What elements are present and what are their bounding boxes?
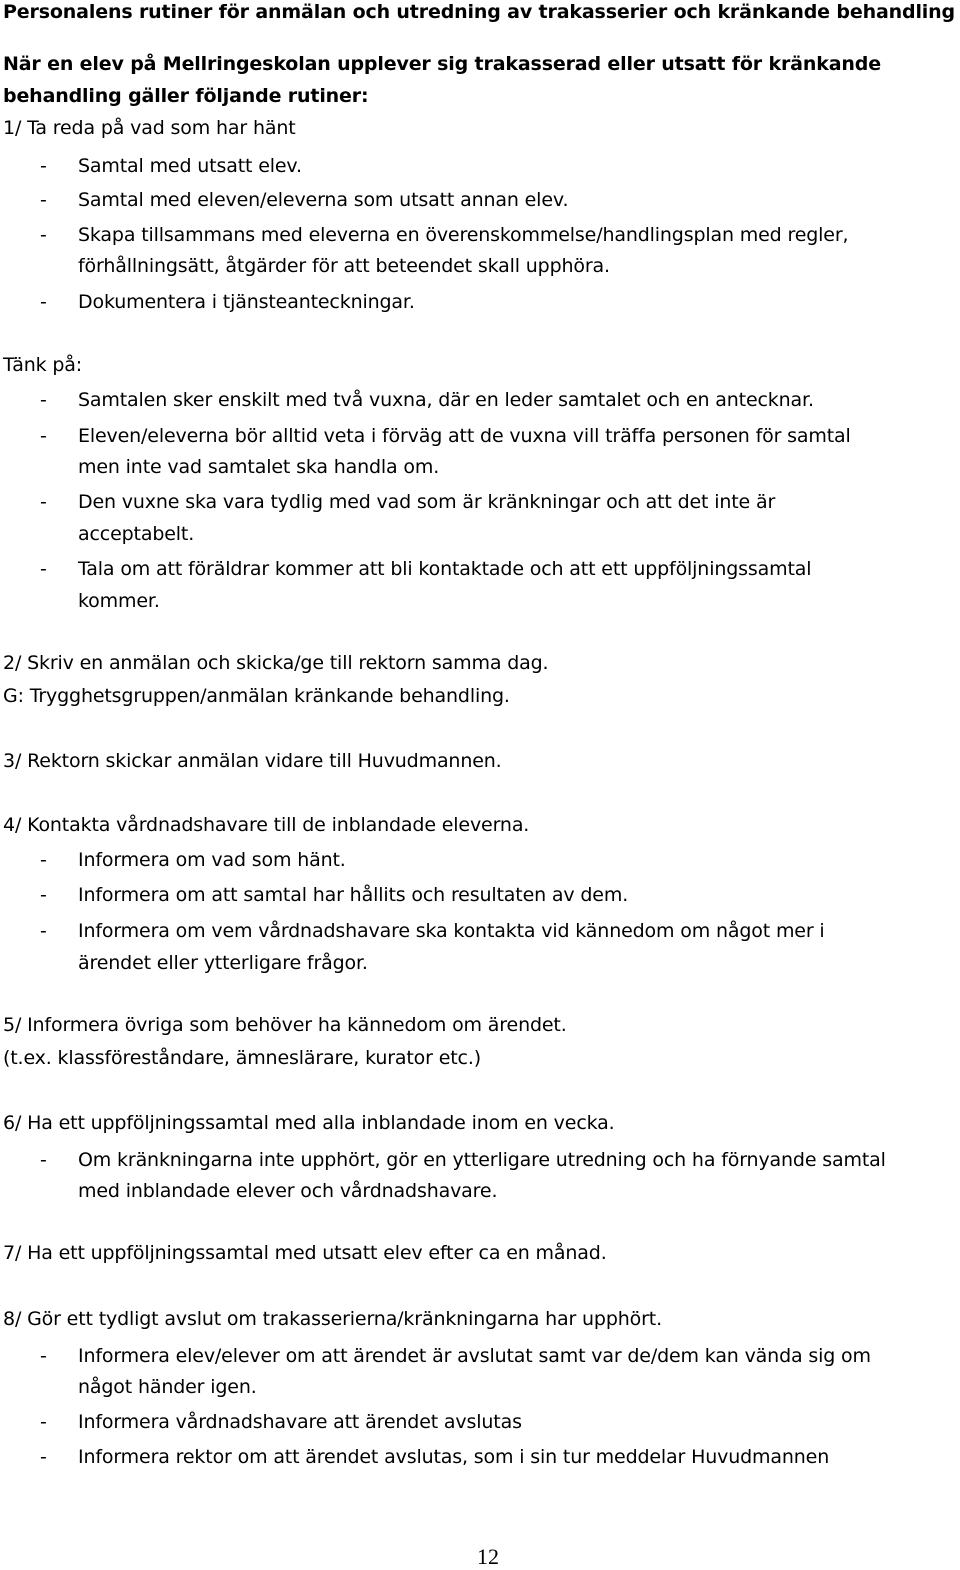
bullet-dash: -: [40, 189, 47, 211]
page-number: 12: [477, 1544, 499, 1569]
step-1-bullet: Samtal med eleven/eleverna som utsatt annan elev.: [78, 189, 569, 211]
step-5-note: (t.ex. klassföreståndare, ämneslärare, kurator etc.): [3, 1047, 481, 1069]
step-1-heading: 1/ Ta reda på vad som har hänt: [3, 117, 296, 139]
think-bullet-continuation: kommer.: [78, 590, 160, 612]
step-4-bullet-continuation: ärendet eller ytterligare frågor.: [78, 952, 368, 974]
bullet-dash: -: [40, 389, 47, 411]
bullet-dash: -: [40, 224, 47, 246]
bullet-dash: -: [40, 1446, 47, 1468]
step-8-bullet-continuation: något händer igen.: [78, 1376, 257, 1398]
bullet-dash: -: [40, 1411, 47, 1433]
bullet-dash: -: [40, 1345, 47, 1367]
step-8-heading: 8/ Gör ett tydligt avslut om trakasserierna/kränkningarna har upphört.: [3, 1308, 662, 1330]
step-1-bullet: Dokumentera i tjänsteanteckningar.: [78, 291, 415, 313]
bullet-dash: -: [40, 920, 47, 942]
bullet-dash: -: [40, 558, 47, 580]
step-8-bullet: Informera elev/elever om att ärendet är avslutat samt var de/dem kan vända sig om: [78, 1345, 871, 1367]
think-bullet: Samtalen sker enskilt med två vuxna, där en leder samtalet och en antecknar.: [78, 389, 814, 411]
intro-line-1: När en elev på Mellringeskolan upplever sig trakasserad eller utsatt för kränkande: [3, 53, 881, 75]
step-6-bullet: Om kränkningarna inte upphört, gör en ytterligare utredning och ha förnyande samtal: [78, 1149, 886, 1171]
step-6-heading: 6/ Ha ett uppföljningssamtal med alla inblandade inom en vecka.: [3, 1112, 615, 1134]
bullet-dash: -: [40, 291, 47, 313]
step-4-bullet: Informera om att samtal har hållits och resultaten av dem.: [78, 884, 629, 906]
step-6-bullet-continuation: med inblandade elever och vårdnadshavare.: [78, 1180, 498, 1202]
step-8-bullet: Informera rektor om att ärendet avslutas, som i sin tur meddelar Huvudmannen: [78, 1446, 830, 1468]
think-bullet-continuation: men inte vad samtalet ska handla om.: [78, 456, 440, 478]
step-5-heading: 5/ Informera övriga som behöver ha kännedom om ärendet.: [3, 1014, 567, 1036]
bullet-dash: -: [40, 491, 47, 513]
step-2-heading: 2/ Skriv en anmälan och skicka/ge till rektorn samma dag.: [3, 652, 549, 674]
step-1-bullet-continuation: förhållningsätt, åtgärder för att beteendet skall upphöra.: [78, 255, 610, 277]
step-1-bullet: Skapa tillsammans med eleverna en överenskommelse/handlingsplan med regler,: [78, 224, 849, 246]
bullet-dash: -: [40, 425, 47, 447]
step-7-heading: 7/ Ha ett uppföljningssamtal med utsatt elev efter ca en månad.: [3, 1242, 607, 1264]
think-bullet: Eleven/eleverna bör alltid veta i förväg att de vuxna vill träffa personen för samtal: [78, 425, 851, 447]
step-4-heading: 4/ Kontakta vårdnadshavare till de inblandade eleverna.: [3, 814, 530, 836]
document-title: Personalens rutiner för anmälan och utredning av trakasserier och kränkande behandling: [3, 1, 955, 23]
think-bullet-continuation: acceptabelt.: [78, 523, 195, 545]
bullet-dash: -: [40, 155, 47, 177]
think-bullet: Tala om att föräldrar kommer att bli kontaktade och att ett uppföljningssamtal: [78, 558, 812, 580]
think-bullet: Den vuxne ska vara tydlig med vad som är kränkningar och att det inte är: [78, 491, 776, 513]
think-heading: Tänk på:: [3, 354, 83, 376]
step-2-note: G: Trygghetsgruppen/anmälan kränkande behandling.: [3, 685, 510, 707]
step-1-bullet: Samtal med utsatt elev.: [78, 155, 302, 177]
bullet-dash: -: [40, 884, 47, 906]
step-4-bullet: Informera om vad som hänt.: [78, 849, 346, 871]
intro-line-2: behandling gäller följande rutiner:: [3, 85, 369, 107]
step-3-heading: 3/ Rektorn skickar anmälan vidare till Huvudmannen.: [3, 750, 502, 772]
bullet-dash: -: [40, 1149, 47, 1171]
step-4-bullet: Informera om vem vårdnadshavare ska kontakta vid kännedom om något mer i: [78, 920, 825, 942]
bullet-dash: -: [40, 849, 47, 871]
step-8-bullet: Informera vårdnadshavare att ärendet avslutas: [78, 1411, 522, 1433]
